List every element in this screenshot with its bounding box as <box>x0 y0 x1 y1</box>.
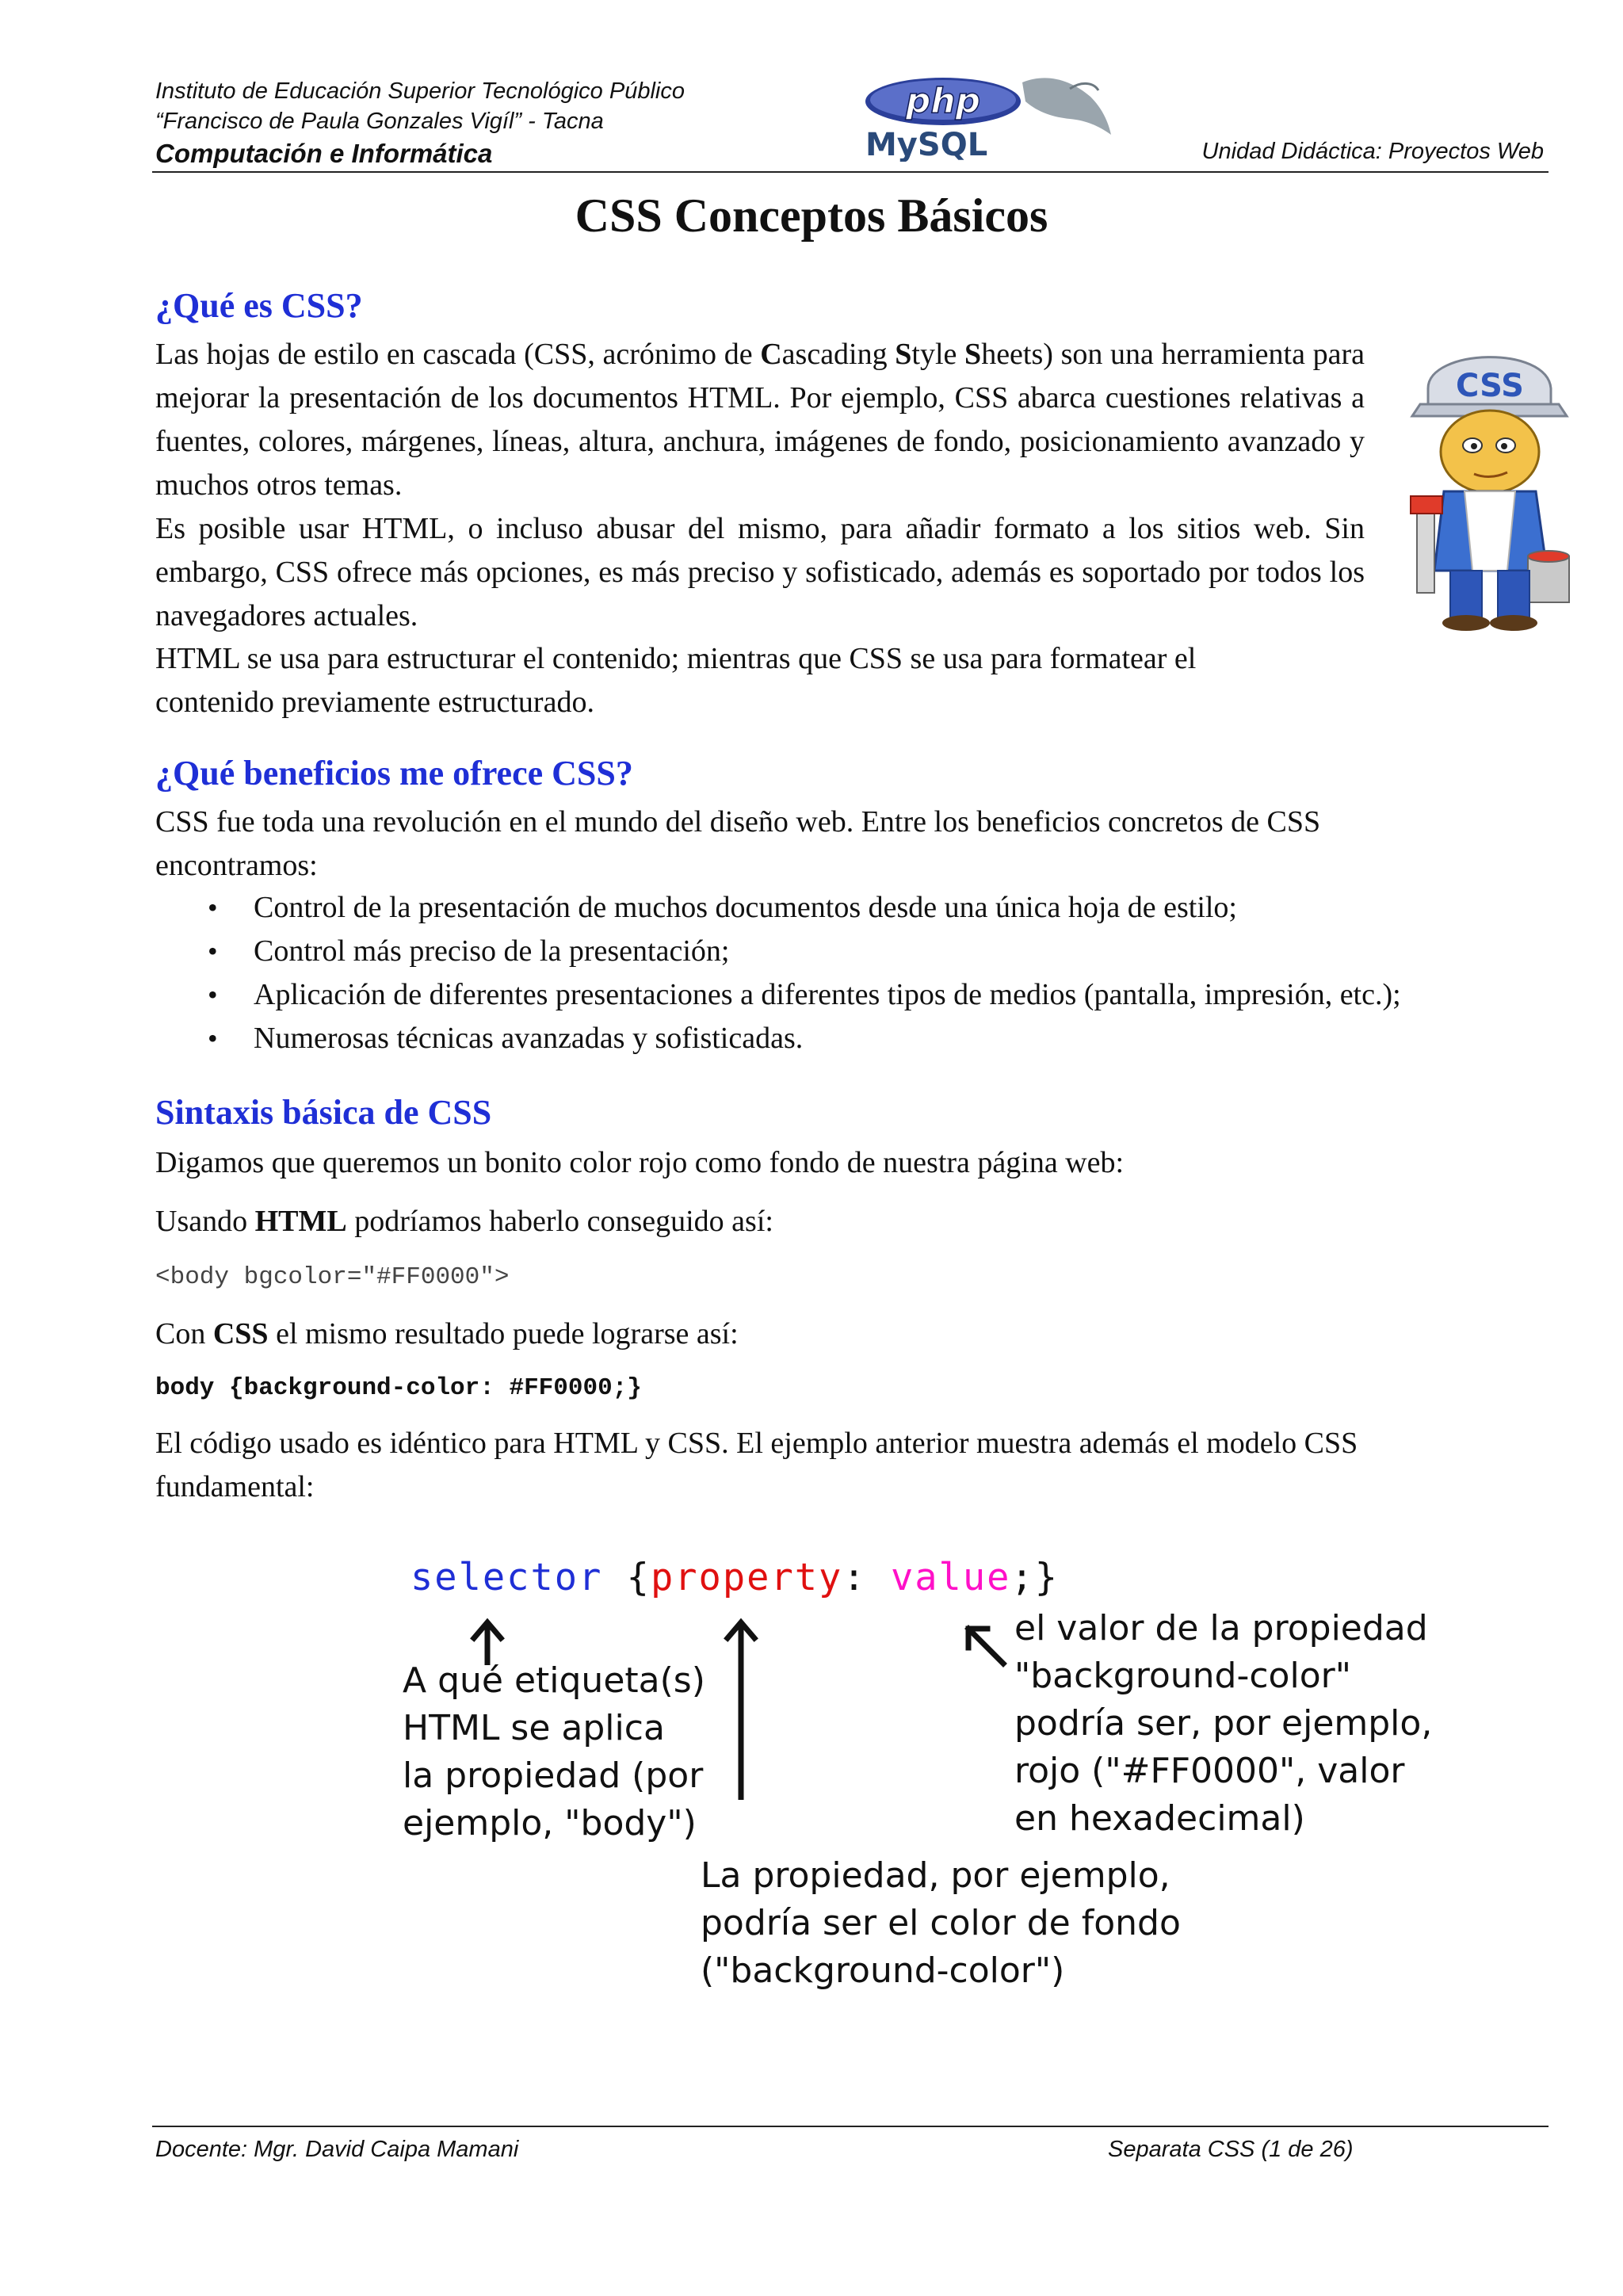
css-code-example: body {background-color: #FF0000;} <box>155 1374 642 1402</box>
value-explanation: el valor de la propiedad "background-color" podría ser, por ejemplo, rojo ("#FF0000", valor en hexadecimal) <box>1014 1608 1433 1839</box>
department-name: Computación e Informática <box>155 139 493 168</box>
header-institution <box>155 76 869 171</box>
css-syntax-diagram <box>396 1541 1466 2017</box>
html-code-example: <body bgcolor="#FF0000"> <box>155 1263 510 1291</box>
syntax-colon: : <box>842 1556 891 1599</box>
logo-mysql-text: MySQL <box>865 127 988 162</box>
mascot-cap-label: CSS <box>1456 368 1524 404</box>
syntax-intro: Digamos que queremos un bonito color rojo como fondo de nuestra página web: <box>155 1146 1125 1179</box>
intro-paragraph <box>155 333 1365 638</box>
footer-teacher: Docente: Mgr. David Caipa Mamani <box>155 2137 519 2162</box>
section-heading-syntax: Sintaxis básica de CSS <box>155 1093 492 1132</box>
list-item: • Numerosas técnicas avanzadas y sofisticadas. <box>155 1017 1566 1060</box>
selector-explanation: A qué etiqueta(s) HTML se aplica la propiedad (por ejemplo, "body") <box>403 1660 705 1843</box>
css-definition: Las hojas de estilo en cascada (CSS, acrónimo de Cascading Style Sheets) son una herramienta para mejorar la presentación de los documentos HTML. Por ejemplo, CSS abarca cuestiones relativas a fuentes, colores, márgenes, líneas, altura, anchura, imágenes de fondo, posicionamiento avanzado y muchos otros temas. <box>155 338 1365 502</box>
syntax-semicolon: ; <box>1010 1556 1035 1599</box>
benefits-list <box>155 886 1566 1060</box>
syntax-property: property <box>650 1556 843 1599</box>
institution-name: Instituto de Educación Superior Tecnológico Público <box>155 78 685 104</box>
css-painter-mascot <box>1388 333 1587 634</box>
logo-php-text: php <box>905 81 981 121</box>
header-divider <box>152 171 1549 173</box>
section-heading-benefits: ¿Qué beneficios me ofrece CSS? <box>155 754 633 793</box>
value-arrow-icon <box>960 1621 1008 1668</box>
footer-divider <box>152 2126 1549 2127</box>
benefits-intro: CSS fue toda una revolución en el mundo del diseño web. Entre los beneficios concretos de CSS encontramos: <box>155 805 1321 882</box>
list-item: • Control más preciso de la presentación; <box>155 930 1566 973</box>
list-item: • Aplicación de diferentes presentaciones a diferentes tipos de medios (pantalla, impresión, etc.); <box>155 973 1566 1017</box>
list-item: • Control de la presentación de muchos documentos desde una única hoja de estilo; <box>155 886 1566 930</box>
html-usage-line: Usando HTML podríamos haberlo conseguido así: <box>155 1205 773 1238</box>
section-heading-what-is-css: ¿Qué es CSS? <box>155 286 363 325</box>
model-paragraph: El código usado es idéntico para HTML y CSS. El ejemplo anterior muestra además el modelo CSS fundamental: <box>155 1427 1358 1503</box>
unit-name: Unidad Didáctica: Proyectos Web <box>1201 139 1544 164</box>
property-explanation: La propiedad, por ejemplo, podría ser el color de fondo ("background-color") <box>701 1855 1181 1991</box>
css-usage-line: Con CSS el mismo resultado puede lograrse así: <box>155 1317 739 1350</box>
page-title: CSS Conceptos Básicos <box>575 189 1048 242</box>
syntax-brace-close: } <box>1034 1556 1060 1599</box>
syntax-line <box>411 1556 1059 1599</box>
html-vs-css-paragraph: Es posible usar HTML, o incluso abusar del mismo, para añadir formato a los sitios web. Sin embargo, CSS ofrece más opciones, es más preciso y sofisticado, además es soportado por todos los navegadores actuales. <box>155 512 1365 632</box>
syntax-selector: selector <box>411 1556 603 1599</box>
html-structure-paragraph: HTML se usa para estructurar el contenido; mientras que CSS se usa para formatear el contenido previamente estructurado. <box>155 642 1197 719</box>
php-mysql-logo <box>856 73 1125 162</box>
syntax-brace-open: { <box>602 1556 651 1599</box>
institution-subname: “Francisco de Paula Gonzales Vigíl” - Tacna <box>155 109 604 134</box>
footer-page-number: Separata CSS (1 de 26) <box>1108 2137 1354 2162</box>
syntax-value: value <box>890 1556 1011 1599</box>
property-arrow-icon <box>721 1618 761 1800</box>
